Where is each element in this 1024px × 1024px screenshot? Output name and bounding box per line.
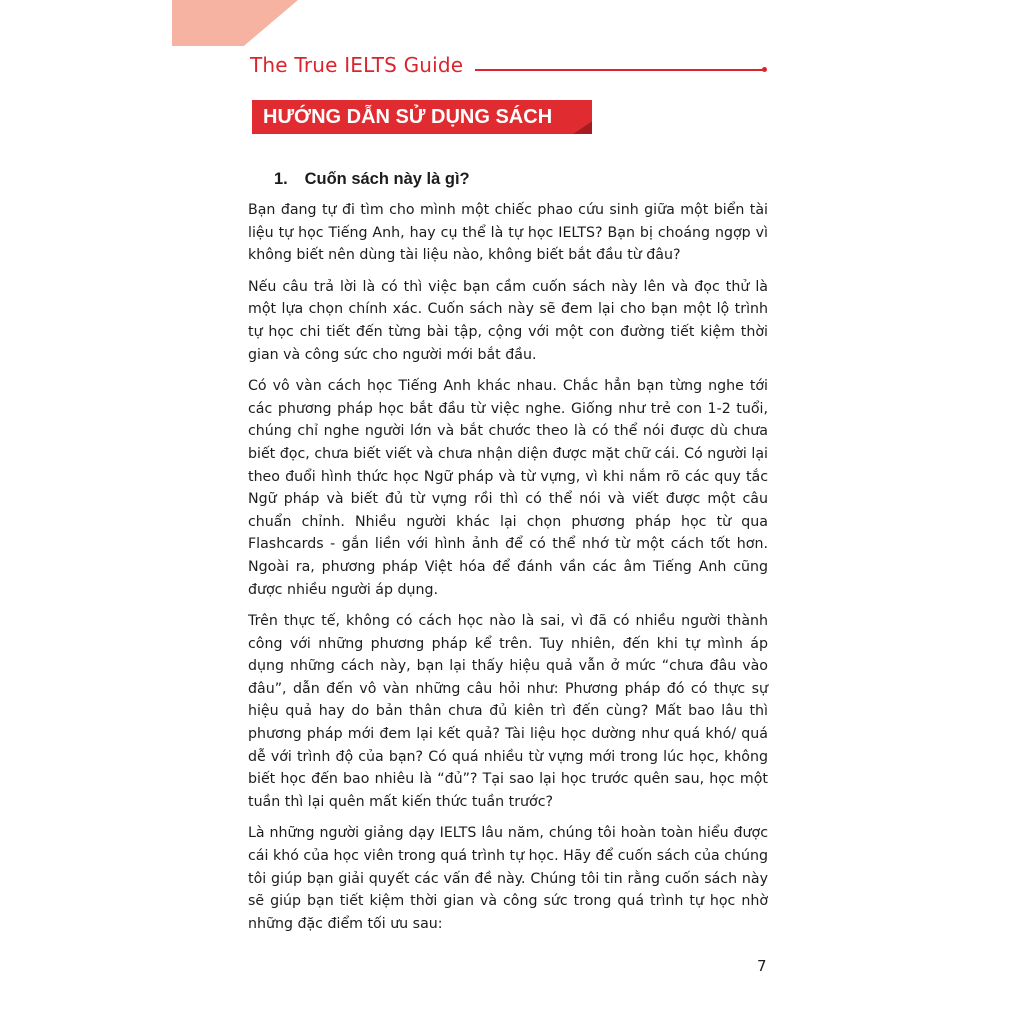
header-rule [475, 69, 764, 71]
paragraph-1: Bạn đang tự đi tìm cho mình một chiếc phao cứu sinh giữa một biển tài liệu tự học Tiếng Anh, hay cụ thể là tự học IELTS? Bạn bị choáng ngợp vì không biết nên dùng tài liệu nào, không biết bắt đầu từ đâu? [248, 202, 768, 264]
chapter-title: HƯỚNG DẪN SỬ DỤNG SÁCH [263, 106, 553, 128]
paragraph-2: Nếu câu trả lời là có thì việc bạn cầm cuốn sách này lên và đọc thử là một lựa chọn chính xác. Cuốn sách này sẽ đem lại cho bạn một lộ trình tự học chi tiết đến từng bài tập, cộng với một con đường tiết kiệm thời gian và công sức cho người mới bắt đầu. [248, 278, 768, 363]
body-text [248, 199, 768, 944]
corner-decoration [172, 0, 298, 46]
paragraph-5: Là những người giảng dạy IELTS lâu năm, chúng tôi hoàn toàn hiểu được cái khó của học viên trong quá trình tự học. Hãy để cuốn sách của chúng tôi giúp bạn giải quyết các vấn đề này. Chúng tôi tin rằng cuốn sách này sẽ giúp bạn tiết kiệm thời gian và công sức trong quá trình tự học nhờ những đặc điểm tối ưu sau: [248, 825, 768, 932]
section-heading [274, 170, 470, 189]
section-title: Cuốn sách này là gì? [304, 170, 470, 188]
running-header-title: The True IELTS Guide [250, 53, 464, 77]
paragraph-3: Có vô vàn cách học Tiếng Anh khác nhau. Chắc hẳn bạn từng nghe tới các phương pháp học bắt đầu từ việc nghe. Giống như trẻ con 1-2 tuổi, chúng chỉ nghe người lớn và bắt chước theo là có thể nói được dù chưa biết đọc, chưa biết viết và chưa nhận diện được mặt chữ cái. Có người lại theo đuổi hình thức học Ngữ pháp và từ vựng, vì khi nắm rõ các quy tắc Ngữ pháp và biết đủ từ vựng rồi thì có thể nói và viết được một câu chuẩn chỉnh. Nhiều người khác lại chọn phương pháp học từ qua Flashcards - gắn liền với hình ảnh để có thể nhớ từ một cách tốt hơn. Ngoài ra, phương pháp Việt hóa để đánh vần các âm Tiếng Anh cũng được nhiều người áp dụng. [248, 378, 768, 598]
paragraph-4: Trên thực tế, không có cách học nào là sai, vì đã có nhiều người thành công với những phương pháp kể trên. Tuy nhiên, đến khi tự mình áp dụng những cách này, bạn lại thấy hiệu quả vẫn ở mức “chưa đâu vào đâu”, dẫn đến vô vàn những câu hỏi như: Phương pháp đó có thực sự hiệu quả hay do bản thân chưa đủ kiên trì đến cùng? Mất bao lâu thì phương pháp mới đem lại kết quả? Tài liệu học dường như quá khó/ quá dễ với trình độ của bạn? Có quá nhiều từ vựng mới trong lúc học, không biết học đến bao nhiêu là “đủ”? Tại sao lại học trước quên sau, học một tuần thì lại quên mất kiến thức tuần trước? [248, 613, 768, 810]
header-rule-dot [762, 67, 767, 72]
section-number: 1. [274, 170, 288, 188]
page-number: 7 [757, 957, 767, 975]
